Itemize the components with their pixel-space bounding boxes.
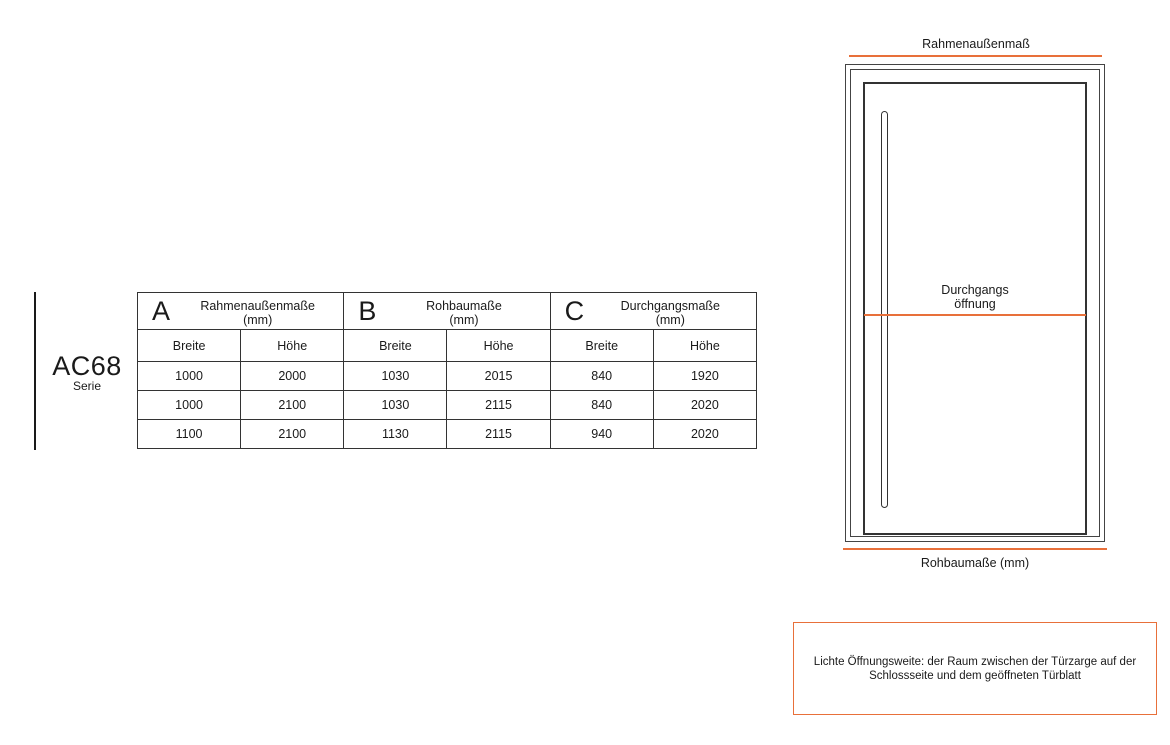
frame-outer-dimension-line — [849, 55, 1102, 57]
table-cell: 2100 — [241, 420, 344, 449]
table-cell: 2020 — [653, 420, 756, 449]
table-cell: 2015 — [447, 362, 550, 391]
table-cell: 1030 — [344, 362, 447, 391]
column-header: Höhe — [241, 330, 344, 362]
table-cell: 1030 — [344, 391, 447, 420]
column-header: Breite — [344, 330, 447, 362]
passage-dimension-line — [864, 314, 1086, 316]
table-cell: 1920 — [653, 362, 756, 391]
group-c-letter: C — [564, 296, 585, 326]
table-cell: 840 — [550, 391, 653, 420]
series-divider — [34, 292, 36, 450]
group-b-letter: B — [358, 296, 377, 326]
group-c-title: Durchgangsmaße (mm) — [620, 299, 720, 327]
dimensions-table — [137, 292, 757, 449]
clear-opening-note — [793, 622, 1157, 715]
column-header-row — [138, 330, 757, 362]
rough-opening-dimension-line — [843, 548, 1107, 550]
frame-outer-dimension-label: Rahmenaußenmaß — [922, 37, 1030, 51]
column-header: Breite — [138, 330, 241, 362]
group-a-letter: A — [152, 296, 171, 326]
table-cell: 1000 — [138, 391, 241, 420]
door-handle-bar — [881, 111, 888, 508]
column-header: Höhe — [447, 330, 550, 362]
table-cell: 2020 — [653, 391, 756, 420]
table-cell: 2115 — [447, 391, 550, 420]
table-cell: 940 — [550, 420, 653, 449]
group-b-title: Rohbaumaße (mm) — [426, 299, 502, 327]
table-cell: 2115 — [447, 420, 550, 449]
series-subtitle: Serie — [72, 379, 101, 393]
group-a-header — [138, 293, 344, 330]
column-header: Breite — [550, 330, 653, 362]
table-cell: 1100 — [138, 420, 241, 449]
clear-opening-note-text: Lichte Öffnungsweite: der Raum zwischen der Türzarge auf der Schlossseite und dem geöffneten Türblatt — [813, 655, 1137, 682]
group-a-title: Rahmenaußenmaße (mm) — [200, 299, 315, 327]
passage-opening-label: Durchgangs öffnung — [941, 283, 1009, 311]
table-cell: 840 — [550, 362, 653, 391]
group-c-header — [550, 293, 756, 330]
table-cell: 1000 — [138, 362, 241, 391]
group-header-row — [138, 293, 757, 330]
column-header: Höhe — [653, 330, 756, 362]
table-row — [138, 391, 757, 420]
series-label — [44, 352, 130, 393]
table-cell: 2100 — [241, 391, 344, 420]
table-cell: 1130 — [344, 420, 447, 449]
table-cell: 2000 — [241, 362, 344, 391]
series-code: AC68 — [52, 351, 122, 381]
table-row — [138, 362, 757, 391]
table-row — [138, 420, 757, 449]
rough-opening-dimension-label: Rohbaumaße (mm) — [920, 556, 1030, 570]
group-b-header — [344, 293, 550, 330]
